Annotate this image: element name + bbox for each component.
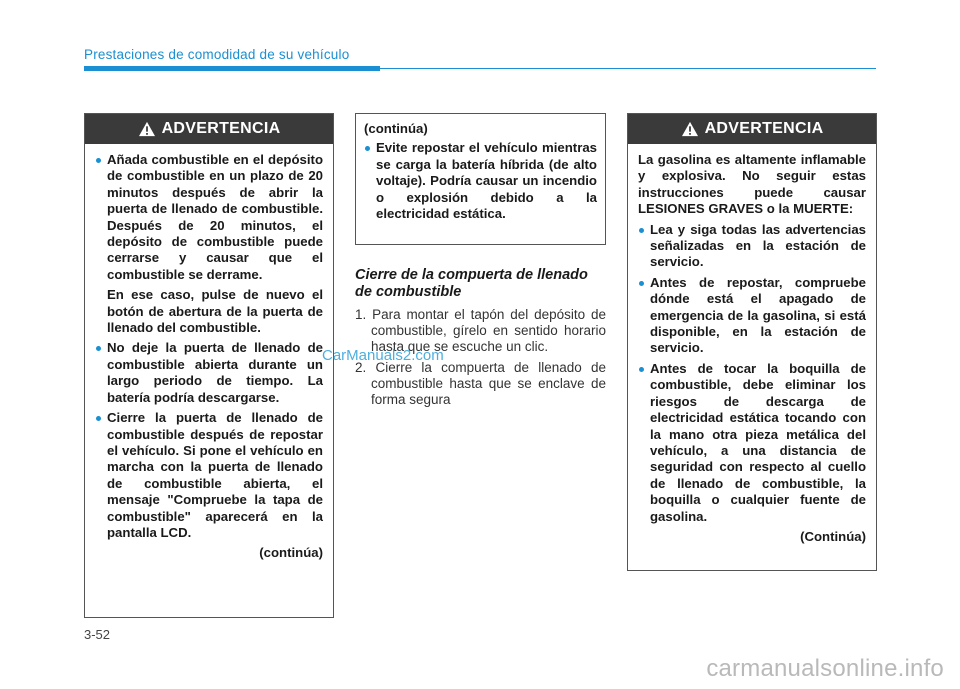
left-warning-heading: ADVERTENCIA xyxy=(161,120,281,137)
right-warning-continues: (Continúa) xyxy=(800,528,866,544)
procedure-title: Cierre de la compuerta de llenado de combustible xyxy=(355,267,588,300)
section-header-title: Prestaciones de comodidad de su vehículo xyxy=(84,47,350,62)
procedure-step: 1. Para montar el tapón del depósito de combustible, gírelo en sentido horario hasta que se escuche un clic. xyxy=(355,307,606,354)
continued-label: (continúa) xyxy=(364,121,428,136)
continued-warning-box xyxy=(355,113,606,245)
left-warning-continues: (continúa) xyxy=(259,545,323,561)
right-warning-body xyxy=(628,144,876,553)
warning-triangle-icon xyxy=(138,121,156,137)
right-warning-box xyxy=(627,113,877,571)
header-rule xyxy=(380,68,876,69)
left-warning-bullet-3: Cierre la puerta de llenado de combustible después de repostar el vehículo. Si pone el vehículo en marcha con la puerta de llenado de combustible abierta, el mensaje "Compruebe la tapa de combustible" aparecerá en la pantalla LCD. xyxy=(95,410,323,541)
right-warning-bullet-1: Lea y siga todas las advertencias señalizadas en la estación de servicio. xyxy=(638,222,866,271)
left-warning-bullet-2: No deje la puerta de llenado de combustible abierta durante un largo periodo de tiempo. La batería podría descargarse. xyxy=(95,340,323,406)
right-warning-bullet-2: Antes de repostar, compruebe dónde está el apagado de emergencia de la gasolina, si está disponible, en la estación de servicio. xyxy=(638,275,866,357)
warning-triangle-icon xyxy=(681,121,699,137)
left-warning-bullet-1: Añada combustible en el depósito de combustible en un plazo de 20 minutos después de abrir la puerta de llenado de combustible. Después de 20 minutos, el depósito de combustible puede cerrarse y causar que el combustible se derrame. xyxy=(95,152,323,283)
right-warning-heading: ADVERTENCIA xyxy=(704,120,824,137)
continued-bullet: Evite repostar el vehículo mientras se carga la batería híbrida (de alto voltaje). Podría causar un incendio o explosión debido a la electricidad estática. xyxy=(364,140,597,222)
left-warning-header xyxy=(85,114,333,144)
footer-site-text: carmanualsonline.info xyxy=(706,655,944,682)
procedure-section xyxy=(355,267,606,413)
header-accent-bar xyxy=(84,66,380,71)
procedure-step: 2. Cierre la compuerta de llenado de combustible hasta que se enclave de forma segura xyxy=(355,360,606,407)
watermark-text: CarManuals2.com xyxy=(322,347,444,364)
page-number: 3-52 xyxy=(84,627,111,642)
right-warning-bullet-3: Antes de tocar la boquilla de combustible, debe eliminar los riesgos de descarga de electricidad estática tocando con la mano otra pieza metálica del vehículo, a una distancia de seguridad con respecto al cuello de llenado de combustible, la boquilla o cualquier fuente de gasolina. xyxy=(638,361,866,525)
right-warning-intro: La gasolina es altamente inflamable y explosiva. No seguir estas instrucciones puede causar LESIONES GRAVES o la MUERTE: xyxy=(638,152,866,217)
left-warning-followup: En ese caso, pulse de nuevo el botón de abertura de la puerta de llenado del combustible. xyxy=(107,287,323,336)
right-warning-header xyxy=(628,114,876,144)
left-warning-box xyxy=(84,113,334,618)
left-warning-body xyxy=(85,144,333,570)
